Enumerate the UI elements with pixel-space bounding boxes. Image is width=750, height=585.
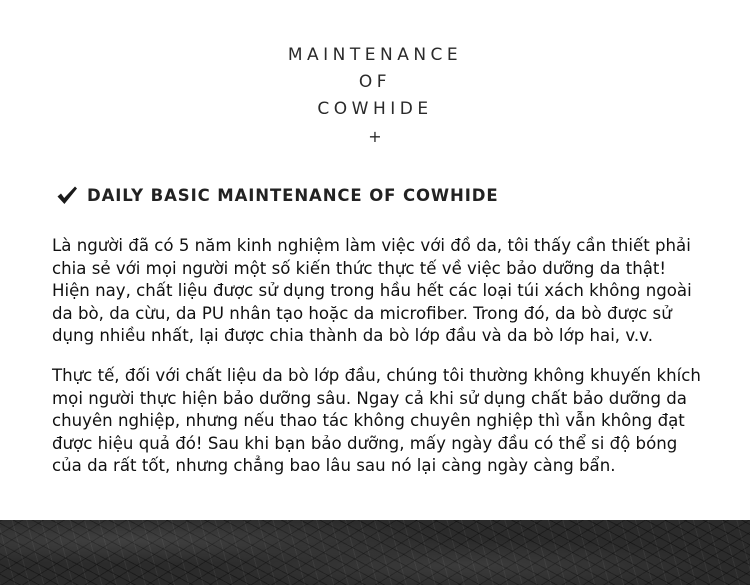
title-line-3: COWHIDE [317,99,433,119]
paragraph-line: dụng nhiều nhất, lại được chia thành da bò lớp đầu và da bò lớp hai, v.v. [52,326,653,346]
paragraph-line: của da rất tốt, nhưng chẳng bao lâu sau nó lại càng ngày càng bẩn. [52,456,616,476]
paragraph-line: Thực tế, đối với chất liệu da bò lớp đầu, chúng tôi thường không khuyến khích [52,366,701,385]
paragraph-2 [52,365,712,478]
leather-texture-band [0,520,750,585]
paragraph-1 [52,235,712,348]
paragraph-line: da bò, da cừu, da PU nhân tạo hoặc da microfiber. Trong đó, da bò được sử [52,303,672,323]
paragraph-line: Là người đã có 5 năm kinh nghiệm làm việc với đồ da, tôi thấy cần thiết phải [52,236,691,255]
section-title: DAILY BASIC MAINTENANCE OF COWHIDE [87,185,499,205]
paragraph-line: chia sẻ với mọi người một số kiến thức thực tế về việc bảo dưỡng da thật! [52,258,667,278]
title-line-2: OF [358,72,392,92]
title-line-1: MAINTENANCE [287,45,463,65]
plus-icon: + [368,127,382,146]
paragraph-line: Hiện nay, chất liệu được sử dụng trong hầu hết các loại túi xách không ngoài [52,281,692,301]
page-title [0,42,750,149]
section-heading [56,180,499,210]
checkmark-icon [56,185,78,205]
paragraph-line: chuyên nghiệp, nhưng nếu thao tác không chuyên nghiệp thì vẫn không đạt [52,411,685,431]
paragraph-line: mọi người thực hiện bảo dưỡng sâu. Ngay cả khi sử dụng chất bảo dưỡng da [52,388,687,408]
paragraph-line: được hiệu quả đó! Sau khi bạn bảo dưỡng, mấy ngày đầu có thể si độ bóng [52,433,678,453]
